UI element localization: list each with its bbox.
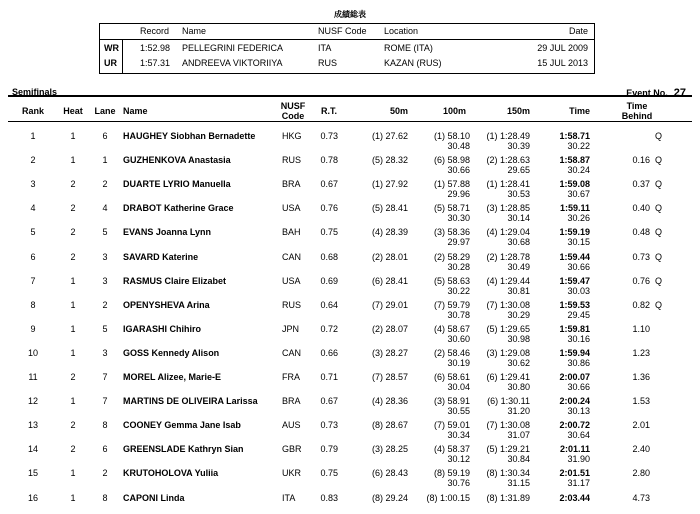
athlete-name: OPENYSHEVA Arina — [123, 299, 210, 310]
phase-label: Semifinals — [12, 87, 58, 97]
reaction-time: 0.67 — [320, 396, 338, 407]
lane-cell: 6 — [102, 131, 108, 141]
qualified-flag: Q — [655, 251, 663, 262]
time-behind: 1.10 — [632, 323, 650, 334]
table-row — [0, 369, 700, 393]
final-time: 2:01.51 — [559, 468, 590, 479]
lap-100m: 30.22 — [447, 285, 470, 296]
time-behind: 0.73 — [632, 251, 650, 262]
final-time: 1:59.11 — [559, 203, 590, 214]
time-behind: 2.80 — [632, 468, 650, 479]
col-100m: 100m — [442, 106, 466, 116]
table-row — [0, 152, 700, 176]
time-behind: 0.48 — [632, 227, 650, 238]
time-behind: 0.82 — [632, 299, 650, 310]
nation-code: CAN — [282, 347, 302, 358]
reaction-time: 0.78 — [320, 155, 338, 166]
athlete-name: GREENSLADE Kathryn Sian — [123, 444, 244, 455]
nation-code: HKG — [282, 131, 302, 141]
split-150m: (3) 1:28.85 — [486, 203, 530, 214]
athlete-name: CAPONI Linda — [123, 492, 185, 503]
rank-cell: 3 — [30, 179, 36, 190]
final-time: 1:59.19 — [559, 227, 590, 238]
lap-150m: 30.84 — [507, 454, 530, 465]
time-behind: 0.40 — [632, 203, 650, 214]
athlete-name: IGARASHI Chihiro — [123, 323, 201, 334]
split-100m: (1) 58.10 — [433, 131, 470, 141]
rank-cell: 6 — [30, 251, 36, 262]
lap-200m: 30.67 — [567, 189, 590, 200]
reaction-time: 0.68 — [320, 251, 338, 262]
record-time: 1:57.31 — [140, 58, 171, 68]
nation-code: CAN — [282, 251, 302, 262]
final-time: 1:58.71 — [559, 131, 590, 141]
table-row — [0, 176, 700, 200]
lap-150m: 30.49 — [507, 261, 530, 272]
records-header-divider — [100, 39, 594, 40]
split-150m: (2) 1:28.78 — [486, 251, 530, 262]
split-50m: (6) 28.43 — [371, 468, 408, 479]
nation-code: AUS — [282, 420, 301, 431]
lap-100m: 30.55 — [447, 406, 470, 417]
split-150m: (4) 1:29.04 — [486, 227, 530, 238]
record-date: 15 JUL 2013 — [537, 58, 588, 68]
split-150m: (5) 1:29.65 — [486, 323, 530, 334]
lane-cell: 8 — [102, 492, 108, 503]
split-50m: (7) 28.57 — [371, 372, 408, 382]
lap-100m: 30.60 — [447, 333, 470, 344]
split-150m: (6) 1:30.11 — [487, 396, 530, 407]
qualified-flag: Q — [655, 203, 663, 214]
time-behind: 0.16 — [632, 155, 650, 166]
col-150m: 150m — [506, 106, 530, 116]
nation-code: BRA — [282, 179, 301, 190]
athlete-name: EVANS Joanna Lynn — [123, 227, 212, 238]
table-row — [0, 393, 700, 417]
heat-cell: 2 — [70, 420, 76, 431]
split-50m: (5) 28.41 — [371, 203, 408, 214]
heat-cell: 1 — [70, 299, 76, 310]
heat-cell: 1 — [70, 492, 76, 503]
col-code-1: NUSF — [280, 101, 306, 111]
col-time: Time — [569, 106, 590, 116]
reaction-time: 0.75 — [320, 468, 338, 479]
rank-cell: 14 — [27, 444, 38, 455]
lap-200m: 30.86 — [567, 357, 590, 368]
records-header-record: Record — [140, 26, 170, 36]
split-150m: (4) 1:29.44 — [486, 275, 530, 286]
reaction-time: 0.64 — [320, 299, 338, 310]
event-label: Event No. — [626, 88, 668, 98]
split-150m: (8) 1:31.89 — [486, 492, 530, 503]
table-row — [0, 441, 700, 465]
time-behind: 1.36 — [632, 372, 650, 382]
athlete-name: MARTINS DE OLIVEIRA Larissa — [123, 396, 258, 407]
heat-cell: 2 — [70, 251, 76, 262]
rank-cell: 7 — [30, 275, 36, 286]
results-header-bottom-rule — [8, 121, 692, 122]
document-title: 成績総表 — [334, 10, 366, 19]
final-time: 2:00.07 — [559, 372, 590, 382]
split-50m: (8) 29.24 — [371, 492, 408, 503]
split-150m: (5) 1:29.21 — [486, 444, 530, 455]
final-time: 2:00.72 — [559, 420, 590, 431]
nation-code: BRA — [282, 396, 301, 407]
split-50m: (2) 28.01 — [371, 251, 408, 262]
table-row — [0, 273, 700, 297]
table-row — [0, 249, 700, 273]
lap-200m: 30.22 — [567, 141, 590, 151]
table-row — [0, 297, 700, 321]
nation-code: ITA — [282, 492, 296, 503]
split-50m: (1) 27.92 — [371, 179, 408, 190]
lane-cell: 3 — [102, 251, 108, 262]
nation-code: USA — [282, 275, 301, 286]
rank-cell: 4 — [30, 203, 36, 214]
lap-100m: 29.96 — [447, 189, 470, 200]
col-rank: Rank — [21, 106, 44, 116]
reaction-time: 0.73 — [320, 131, 338, 141]
rank-cell: 5 — [30, 227, 36, 238]
lane-cell: 4 — [102, 203, 108, 214]
lap-150m: 30.81 — [507, 285, 530, 296]
heat-cell: 2 — [70, 179, 76, 190]
heat-cell: 1 — [70, 396, 76, 407]
reaction-time: 0.71 — [320, 372, 338, 382]
time-behind: 1.53 — [632, 396, 650, 407]
split-150m: (8) 1:30.34 — [486, 468, 530, 479]
col-name: Name — [123, 106, 148, 116]
table-row — [0, 128, 700, 152]
lap-150m: 30.80 — [507, 382, 530, 392]
split-100m: (8) 1:00.15 — [426, 492, 470, 503]
lap-200m: 30.13 — [567, 406, 590, 417]
col-code-2: Code — [281, 111, 305, 121]
heat-cell: 1 — [70, 347, 76, 358]
nation-code: USA — [282, 203, 301, 214]
split-50m: (4) 28.36 — [371, 396, 408, 407]
split-100m: (7) 59.01 — [433, 420, 470, 431]
time-behind: 0.37 — [632, 179, 650, 190]
time-behind: 2.01 — [632, 420, 650, 431]
records-header-location: Location — [384, 26, 419, 36]
lane-cell: 2 — [102, 179, 108, 190]
split-100m: (3) 58.91 — [433, 396, 470, 407]
athlete-name: GOSS Kennedy Alison — [123, 347, 220, 358]
qualified-flag: Q — [655, 227, 663, 238]
record-holder: PELLEGRINI FEDERICA — [182, 43, 284, 53]
lap-200m: 30.16 — [567, 333, 590, 344]
lane-cell: 7 — [102, 372, 108, 382]
lane-cell: 8 — [102, 420, 108, 431]
split-100m: (4) 58.67 — [433, 323, 470, 334]
lap-100m: 29.97 — [447, 237, 470, 248]
time-behind: 1.23 — [632, 347, 650, 358]
final-time: 1:59.53 — [559, 299, 590, 310]
heat-cell: 1 — [70, 468, 76, 479]
col-50m: 50m — [389, 106, 408, 116]
lap-150m: 30.62 — [507, 357, 530, 368]
lap-200m: 30.64 — [567, 430, 590, 441]
rank-cell: 8 — [30, 299, 36, 310]
final-time: 2:00.24 — [559, 396, 590, 407]
nation-code: JPN — [282, 323, 300, 334]
split-100m: (6) 58.98 — [433, 155, 470, 166]
split-50m: (5) 28.32 — [371, 155, 408, 166]
lap-100m: 30.48 — [447, 141, 470, 151]
lap-150m: 29.65 — [507, 165, 530, 176]
time-behind: 2.40 — [632, 444, 650, 455]
reaction-time: 0.83 — [320, 492, 338, 503]
col-behind-2: Behind — [621, 111, 653, 121]
final-time: 1:58.87 — [559, 155, 590, 166]
qualified-flag: Q — [655, 179, 663, 190]
split-50m: (6) 28.41 — [371, 275, 408, 286]
lap-100m: 30.76 — [447, 478, 470, 489]
heat-cell: 2 — [70, 203, 76, 214]
table-row — [0, 465, 700, 489]
split-100m: (5) 58.71 — [433, 203, 470, 214]
lap-150m: 31.15 — [507, 478, 530, 489]
heat-cell: 1 — [70, 275, 76, 286]
nation-code: RUS — [282, 299, 302, 310]
lap-200m: 30.26 — [567, 213, 590, 224]
split-100m: (3) 58.36 — [433, 227, 470, 238]
split-150m: (2) 1:28.63 — [486, 155, 530, 166]
record-code: ITA — [318, 43, 332, 53]
lane-cell: 6 — [102, 444, 108, 455]
rank-cell: 10 — [27, 347, 38, 358]
lap-100m: 30.12 — [447, 454, 470, 465]
record-code: RUS — [318, 58, 338, 68]
split-100m: (4) 58.37 — [433, 444, 470, 455]
split-150m: (1) 1:28.49 — [486, 131, 530, 141]
nation-code: FRA — [282, 372, 300, 382]
lane-cell: 5 — [102, 323, 108, 334]
split-150m: (3) 1:29.08 — [486, 347, 530, 358]
reaction-time: 0.73 — [320, 420, 338, 431]
table-row — [0, 345, 700, 369]
record-location: KAZAN (RUS) — [384, 58, 442, 68]
rank-cell: 13 — [27, 420, 38, 431]
lane-cell: 1 — [102, 155, 108, 166]
split-150m: (1) 1:28.41 — [486, 179, 530, 190]
record-type: UR — [104, 58, 117, 68]
table-row — [0, 490, 700, 514]
time-behind: 0.76 — [632, 275, 650, 286]
heat-cell: 2 — [70, 444, 76, 455]
athlete-name: DRABOT Katherine Grace — [123, 203, 234, 214]
table-row — [0, 417, 700, 441]
lap-200m: 30.66 — [567, 382, 590, 392]
athlete-name: RASMUS Claire Elizabet — [123, 275, 227, 286]
lap-100m: 30.78 — [447, 309, 470, 320]
split-50m: (1) 27.62 — [371, 131, 408, 141]
rank-cell: 2 — [30, 155, 36, 166]
col-behind-1: Time — [626, 101, 648, 111]
athlete-name: COONEY Gemma Jane Isab — [123, 420, 241, 431]
results-header-top-rule — [8, 95, 692, 97]
lap-150m: 30.98 — [507, 333, 530, 344]
records-table — [99, 23, 595, 74]
rank-cell: 12 — [27, 396, 38, 407]
heat-cell: 1 — [70, 155, 76, 166]
athlete-name: KRUTOHOLOVA Yuliia — [123, 468, 219, 479]
lap-100m: 30.66 — [447, 165, 470, 176]
final-time: 2:03.44 — [559, 492, 590, 503]
lap-200m: 30.66 — [567, 261, 590, 272]
nation-code: RUS — [282, 155, 302, 166]
rank-cell: 11 — [28, 372, 38, 382]
qualified-flag: Q — [655, 155, 663, 166]
athlete-name: HAUGHEY Siobhan Bernadette — [123, 131, 256, 141]
lap-150m: 31.20 — [507, 406, 530, 417]
col-heat: Heat — [63, 106, 83, 116]
record-location: ROME (ITA) — [384, 43, 433, 53]
lap-100m: 30.28 — [447, 261, 470, 272]
lap-200m: 31.17 — [567, 478, 590, 489]
split-50m: (2) 28.07 — [371, 323, 408, 334]
split-100m: (6) 58.61 — [433, 372, 470, 382]
split-50m: (4) 28.39 — [371, 227, 408, 238]
record-type: WR — [104, 43, 119, 53]
qualified-flag: Q — [655, 275, 663, 286]
split-100m: (2) 58.29 — [433, 251, 470, 262]
lane-cell: 7 — [102, 396, 108, 407]
split-100m: (1) 57.88 — [433, 179, 470, 190]
records-header-name: Name — [182, 26, 207, 36]
athlete-name: DUARTE LYRIO Manuella — [123, 179, 231, 190]
lane-cell: 3 — [102, 275, 108, 286]
lane-cell: 3 — [102, 347, 108, 358]
lap-150m: 30.39 — [507, 141, 530, 151]
final-time: 1:59.08 — [559, 179, 590, 190]
split-100m: (8) 59.19 — [433, 468, 470, 479]
lap-200m: 30.03 — [567, 285, 590, 296]
split-50m: (7) 29.01 — [371, 299, 408, 310]
lap-100m: 30.04 — [447, 382, 470, 392]
heat-cell: 2 — [70, 372, 76, 382]
rank-cell: 1 — [30, 131, 36, 141]
event-number-value: 27 — [673, 87, 686, 99]
final-time: 1:59.47 — [559, 275, 590, 286]
col-lane: Lane — [94, 106, 116, 116]
athlete-name: SAVARD Katerine — [123, 251, 199, 262]
reaction-time: 0.76 — [320, 203, 338, 214]
lap-200m: 30.24 — [567, 165, 590, 176]
split-100m: (7) 59.79 — [433, 299, 470, 310]
nation-code: UKR — [282, 468, 302, 479]
records-header-code: NUSF Code — [318, 26, 367, 36]
reaction-time: 0.69 — [320, 275, 338, 286]
rank-cell: 9 — [30, 323, 36, 334]
reaction-time: 0.67 — [320, 179, 338, 190]
heat-cell: 1 — [70, 323, 76, 334]
record-holder: ANDREEVA VIKTORIIYA — [182, 58, 283, 68]
nation-code: GBR — [282, 444, 302, 455]
time-behind: 4.73 — [632, 492, 650, 503]
lap-150m: 30.29 — [507, 309, 530, 320]
split-150m: (6) 1:29.41 — [486, 372, 530, 382]
split-50m: (8) 28.67 — [371, 420, 408, 431]
qualified-flag: Q — [655, 131, 663, 141]
lane-cell: 2 — [102, 299, 108, 310]
athlete-name: GUZHENKOVA Anastasia — [123, 155, 231, 166]
athlete-name: MOREL Alizee, Marie-E — [123, 372, 222, 382]
rank-cell: 16 — [27, 492, 38, 503]
col-rt: R.T. — [320, 106, 337, 116]
lane-cell: 2 — [102, 468, 108, 479]
records-header-date: Date — [568, 26, 588, 36]
lap-200m: 31.90 — [567, 454, 590, 465]
lane-cell: 5 — [102, 227, 108, 238]
lap-200m: 29.45 — [567, 309, 590, 320]
lap-200m: 30.15 — [567, 237, 590, 248]
reaction-time: 0.79 — [320, 444, 338, 455]
nation-code: BAH — [282, 227, 301, 238]
lap-100m: 30.19 — [447, 357, 470, 368]
reaction-time: 0.72 — [320, 323, 338, 334]
final-time: 1:59.81 — [559, 323, 590, 334]
split-100m: (2) 58.46 — [433, 347, 470, 358]
split-100m: (5) 58.63 — [433, 275, 470, 286]
lap-100m: 30.30 — [447, 213, 470, 224]
record-date: 29 JUL 2009 — [537, 43, 588, 53]
final-time: 1:59.94 — [559, 347, 590, 358]
record-time: 1:52.98 — [140, 43, 171, 53]
qualified-flag: Q — [655, 299, 663, 310]
rank-cell: 15 — [27, 468, 38, 479]
records-column-divider — [122, 39, 123, 73]
final-time: 2:01.11 — [559, 444, 590, 455]
reaction-time: 0.75 — [320, 227, 338, 238]
lap-150m: 30.53 — [507, 189, 530, 200]
lap-150m: 30.14 — [507, 213, 530, 224]
event-number — [626, 87, 686, 99]
table-row — [0, 224, 700, 248]
lap-150m: 30.68 — [507, 237, 530, 248]
split-50m: (3) 28.27 — [371, 347, 408, 358]
heat-cell: 2 — [70, 227, 76, 238]
table-row — [0, 321, 700, 345]
table-row — [0, 200, 700, 224]
lap-150m: 31.07 — [507, 430, 530, 441]
split-50m: (3) 28.25 — [371, 444, 408, 455]
reaction-time: 0.66 — [320, 347, 338, 358]
split-150m: (7) 1:30.08 — [486, 420, 530, 431]
lap-100m: 30.34 — [447, 430, 470, 441]
split-150m: (7) 1:30.08 — [486, 299, 530, 310]
final-time: 1:59.44 — [559, 251, 590, 262]
heat-cell: 1 — [70, 131, 76, 141]
